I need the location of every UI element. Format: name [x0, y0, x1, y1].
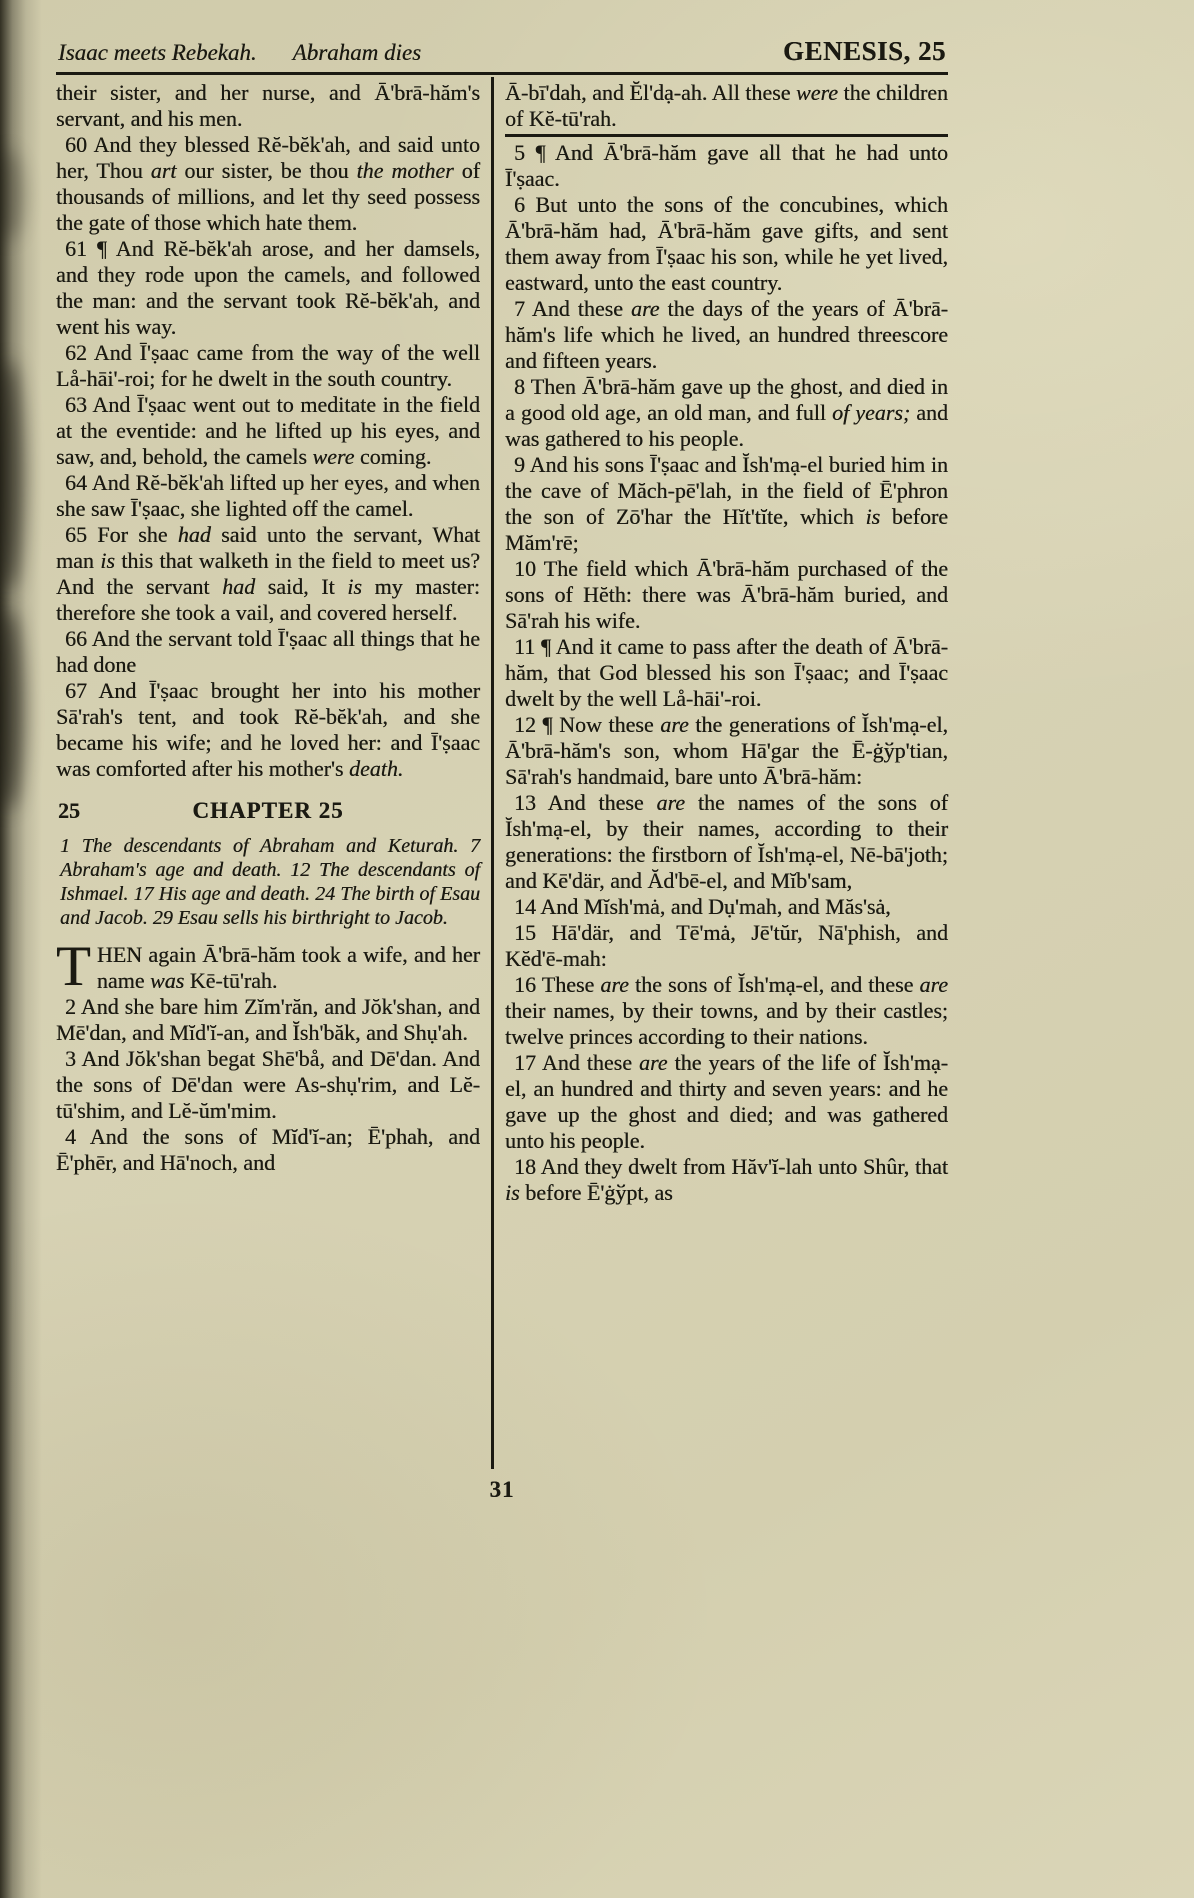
verse-paragraph [505, 452, 948, 556]
verse-paragraph [56, 392, 480, 470]
page-number: 31 [489, 1477, 515, 1502]
chapter-margin-number: 25 [58, 798, 80, 823]
book-chapter-heading: GENESIS, 25 [782, 36, 946, 66]
text-run: 7 And these [514, 296, 631, 321]
italic-text-run: had [177, 522, 211, 547]
verse-paragraph [56, 522, 480, 626]
text-run: 65 For she [65, 522, 178, 547]
text-run: 15 Hā'där, and Tē'mȧ, Jē'tŭr, Nā'phish, and Kĕd'ē-mah: [505, 920, 948, 971]
text-run: 29 [152, 907, 178, 929]
text-run: the names of the sons of Ĭsh'mạ-el, by their names, according to their generations: the firstborn of Ĭsh'mạ-el, Nē-bā'joth; and Kē'där, and Ăd'bē-el, and Mĭb'sam, [505, 790, 948, 893]
verse-paragraph [505, 556, 948, 634]
text-run: 8 Then Ā'brā-hăm gave up the ghost, and died in a good old age, an old man, and full [505, 374, 948, 425]
italic-text-run: are [660, 712, 689, 737]
verse-paragraph [505, 790, 948, 894]
verse-paragraph [56, 80, 480, 132]
italic-text-run: is [100, 548, 115, 573]
running-head [56, 38, 948, 66]
binding-smudge [0, 610, 24, 810]
text-run: 67 And Ī'ṣaac brought her into his mother Sā'rah's tent, and took Rĕ-bĕk'ah, and she became his wife; and he loved her: and Ī'ṣaac was comforted after his mother's [56, 678, 480, 781]
italic-text-run: are [639, 1050, 668, 1075]
verse-paragraph [56, 994, 480, 1046]
text-run: 16 These [514, 972, 601, 997]
verse-paragraph [56, 236, 480, 340]
running-head-left [58, 40, 421, 66]
text-run: 1 [60, 835, 82, 857]
verse-paragraph [505, 894, 948, 920]
text-run: the generations of Ĭsh'mạ-el, Ā'brā-hăm's son, whom Hā'gar the Ē-ġўp'tian, Sā'rah's handmaid, bare unto Ā'brā-hăm: [505, 712, 949, 789]
text-run: their sister, and her nurse, and Ā'brā-hăm's servant, and his men. [56, 80, 480, 131]
text-run: 3 And Jŏk'shan begat Shē'bå, and Dē'dan. And the sons of Dē'dan were As-shụ'rim, and Lĕ-tū'shim, and Lĕ-ŭm'mim. [56, 1046, 480, 1123]
text-run: the children of Kĕ-tū'rah. [505, 80, 948, 131]
chapter-summary [60, 834, 480, 930]
italic-text-run: is [505, 1180, 520, 1205]
right-column [505, 77, 948, 1469]
verse-paragraph [505, 920, 948, 972]
italic-text-run: His age and death. [158, 883, 316, 905]
text-run: before Ē'ġўpt, as [519, 1180, 673, 1205]
verse-paragraph [56, 132, 480, 236]
italic-text-run: were [312, 444, 355, 469]
italic-text-run: The descendants of Abraham and Keturah. [81, 835, 471, 857]
italic-text-run: had [222, 574, 256, 599]
verse-paragraph [505, 80, 948, 132]
text-run: 10 The field which Ā'brā-hăm purchased of the sons of Hĕth: there was Ā'brā-hăm buried, and Sā'rah his wife. [505, 556, 948, 633]
text-run: 17 [133, 883, 159, 905]
text-run: said unto the servant, What man [56, 522, 481, 573]
italic-text-run: art [150, 158, 177, 183]
text-run: 17 And these [514, 1050, 639, 1075]
text-run: HEN again Ā'brā-hăm took a wife, and her name [96, 942, 480, 993]
text-run: 5 ¶ And Ā'brā-hăm gave all that he had unto Ī'ṣaac. [505, 140, 948, 191]
verse-paragraph [56, 340, 480, 392]
italic-text-run: is [865, 504, 881, 529]
text-run: 4 And the sons of Mĭd'ĭ-an; Ē'phah, and Ē'phēr, and Hā'noch, and [56, 1124, 480, 1175]
verse-paragraph [56, 1046, 480, 1124]
italic-text-run: Esau sells his birthright to Jacob. [177, 907, 448, 929]
left-column [56, 77, 480, 1469]
text-run: the years of the life of Ĭsh'mạ-el, an hundred and thirty and seven years: and he gave up the ghost and died; and was gathered unto his people. [505, 1050, 948, 1153]
text-run: said, It [255, 574, 348, 599]
text-run: and was gathered to his people. [505, 400, 948, 451]
running-head-phrase-2: Abraham dies [292, 40, 422, 65]
running-head-phrase-1: Isaac meets Rebekah. [58, 40, 257, 65]
italic-text-run: The descendants of Ishmael. [60, 859, 481, 905]
italic-text-run: is [347, 574, 362, 599]
text-run: our sister, be thou [176, 158, 357, 183]
chapter-heading-row [56, 798, 480, 824]
text-run: 18 And they dwelt from Hăv'ĭ-lah unto Shûr, that [514, 1154, 948, 1179]
text-run: the sons of Ĭsh'mạ-el, and these [628, 972, 920, 997]
verse-paragraph [56, 626, 480, 678]
text-run: 24 [315, 883, 341, 905]
verse-paragraph [56, 1124, 480, 1176]
italic-text-run: are [919, 972, 948, 997]
text-run: Ā-bī'dah, and Ĕl'dạ-ah. All these [505, 80, 796, 105]
verse-paragraph [505, 634, 948, 712]
page-content [56, 38, 948, 1503]
drop-cap: T [56, 935, 91, 998]
text-run: of thousands of millions, and let thy seed possess the gate of those which hate them. [56, 158, 481, 235]
text-run: 9 And his sons Ī'ṣaac and Ĭsh'mạ-el buried him in the cave of Măch-pē'lah, in the field of Ē'phron the son of Zō'har the Hĭt'tĭte, which [505, 452, 948, 529]
column-rule [505, 134, 948, 137]
text-run: 12 [290, 859, 320, 881]
verse-paragraph [505, 374, 948, 452]
italic-text-run: the mother [356, 158, 454, 183]
binding-smudge [0, 150, 24, 240]
text-run: 14 And Mĭsh'mȧ, and Dụ'mah, and Măs'sȧ, [514, 894, 891, 919]
text-run: 12 ¶ Now these [514, 712, 661, 737]
text-run: before Măm'rē; [505, 504, 948, 555]
italic-text-run: Abraham's age and death. [60, 859, 291, 881]
verse-paragraph [56, 470, 480, 522]
text-run: the days of the years of Ā'brā-hăm's life which he lived, an hundred threescore and fifteen years. [505, 296, 948, 373]
column-divider [491, 77, 494, 1469]
text-run: their names, by their towns, and by their castles; twelve princes according to their nations. [505, 998, 948, 1049]
text-run: this that walketh in the field to meet us? And the servant [56, 548, 480, 599]
text-run: 63 And Ī'ṣaac went out to meditate in the field at the eventide: and he lifted up his eyes, and saw, and, behold, the camels [56, 392, 480, 469]
chapter-title: CHAPTER 25 [192, 798, 344, 823]
italic-text-run: death. [348, 756, 404, 781]
verse-paragraph [505, 712, 948, 790]
verse-paragraph [56, 678, 480, 782]
verse-paragraph [505, 972, 948, 1050]
text-run: 66 And the servant told Ī'ṣaac all things that he had done [56, 626, 480, 677]
italic-text-run: were [796, 80, 838, 105]
italic-text-run: are [600, 972, 629, 997]
text-run: 6 But unto the sons of the concubines, which Ā'brā-hăm had, Ā'brā-hăm gave gifts, and sent them away from Ī'ṣaac his son, while he yet lived, eastward, unto the east country. [505, 192, 948, 295]
italic-text-run: was [149, 968, 185, 993]
text-run: 61 ¶ And Rĕ-bĕk'ah arose, and her damsels, and they rode upon the camels, and followed the man: and the servant took Rĕ-bĕk'ah, and went his way. [56, 236, 480, 339]
verse-paragraph [505, 140, 948, 192]
verse-paragraph [505, 1154, 948, 1206]
text-run: 2 And she bare him Zĭm'răn, and Jŏk'shan, and Mē'dan, and Mĭd'ĭ-an, and Ĭsh'băk, and Shụ'ah. [56, 994, 480, 1045]
text-run: 60 And they blessed Rĕ-bĕk'ah, and said unto her, Thou [56, 132, 480, 183]
binding-shadow [0, 0, 42, 1898]
text-columns [56, 77, 948, 1469]
italic-text-run: The birth of Esau and Jacob. [60, 883, 481, 929]
text-run: coming. [354, 444, 432, 469]
binding-smudge [0, 360, 24, 590]
text-run: 64 And Rĕ-bĕk'ah lifted up her eyes, and when she saw Ī'ṣaac, she lighted off the camel. [56, 470, 480, 521]
verse-paragraph [505, 296, 948, 374]
text-run: my master: therefore she took a vail, and covered herself. [56, 574, 480, 625]
text-run: 11 ¶ And it came to pass after the death of Ā'brā-hăm, that God blessed his son Ī'ṣaac; and Ī'ṣaac dwelt by the well Lå-hāi'-roi. [505, 634, 948, 711]
text-run: Kē-tū'rah. [184, 968, 278, 993]
verse-paragraph [505, 192, 948, 296]
text-run: 13 And these [514, 790, 657, 815]
italic-text-run: are [656, 790, 686, 815]
italic-text-run: are [630, 296, 660, 321]
italic-text-run: of years; [832, 400, 911, 425]
text-run: 7 [470, 835, 481, 857]
header-rule [56, 72, 948, 75]
verse-paragraph [505, 1050, 948, 1154]
verse-paragraph-dropcap [56, 935, 480, 998]
text-run: 62 And Ī'ṣaac came from the way of the well Lå-hāi'-roi; for he dwelt in the south country. [56, 340, 480, 391]
